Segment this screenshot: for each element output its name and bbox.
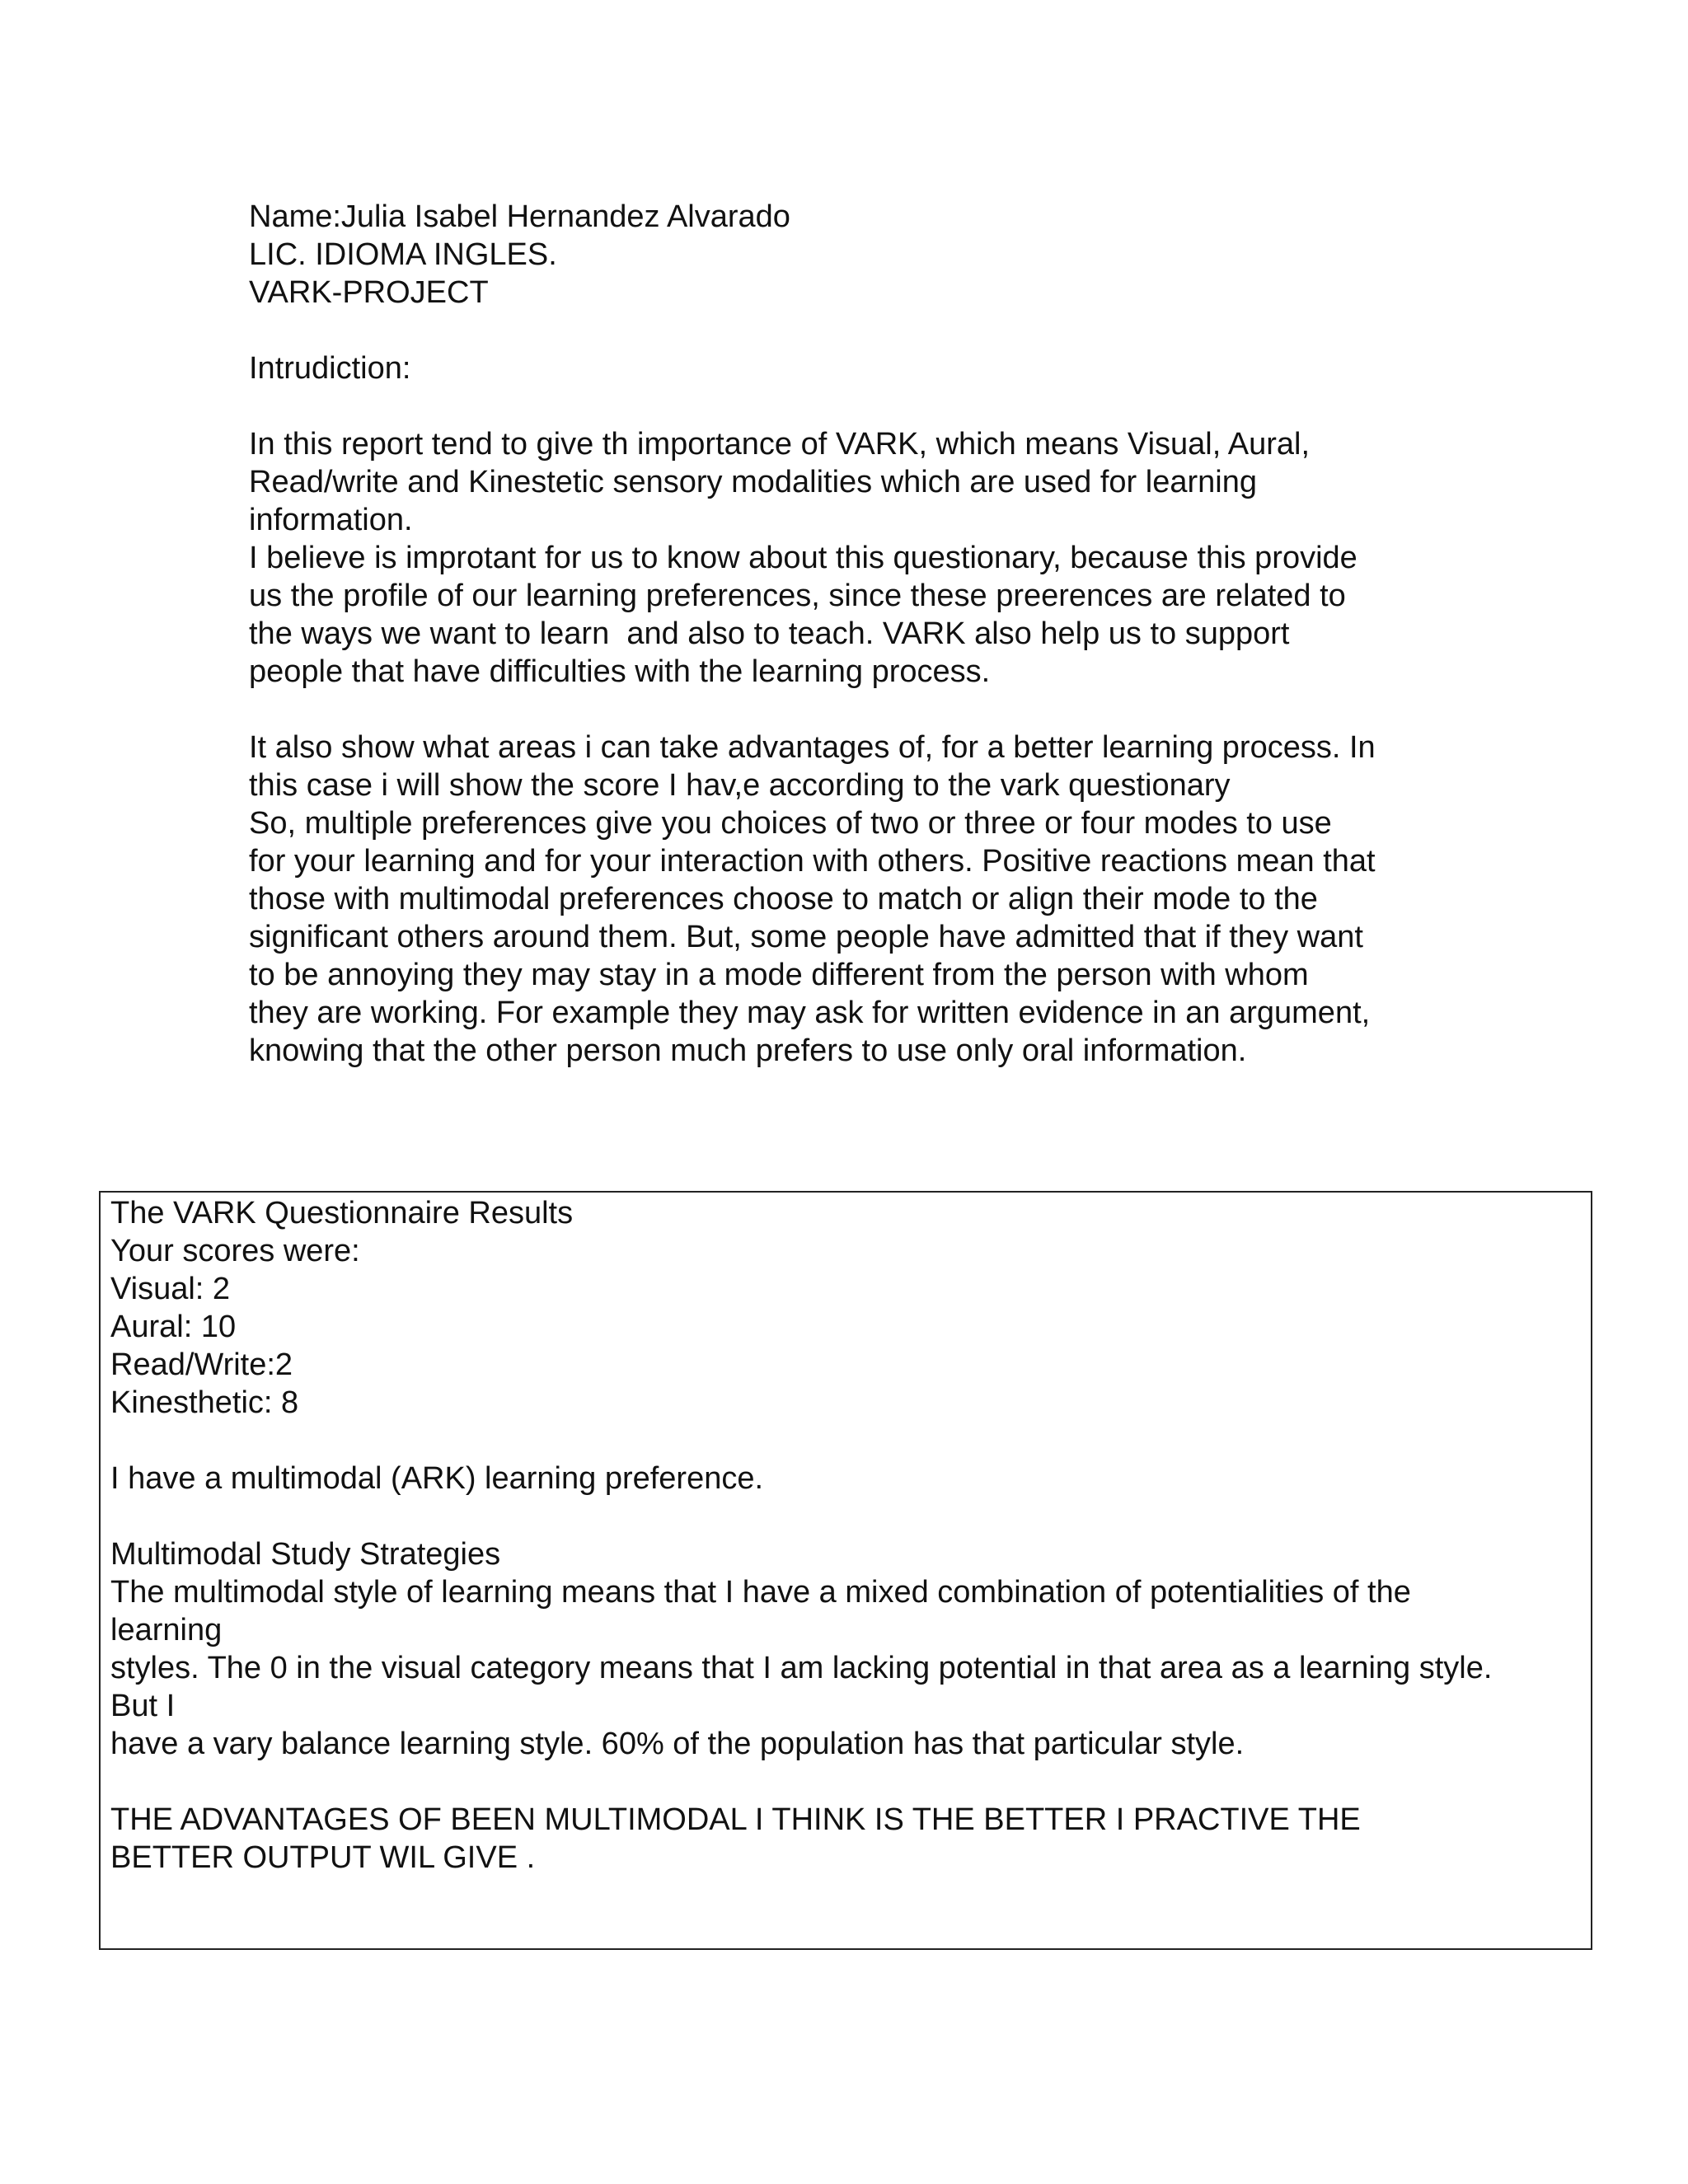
intro-p2-line: It also show what areas i can take advantages of, for a better learning process. In (249, 730, 1376, 765)
strategies-line: have a vary balance learning style. 60% of the population has that particular style. (110, 1727, 1245, 1761)
intro-p2-line: significant others around them. But, some people have admitted that if they want (249, 920, 1363, 954)
program-name: LIC. IDIOMA INGLES. (249, 237, 557, 272)
intro-p1-line: Read/write and Kinestetic sensory modalities which are used for learning (249, 465, 1257, 499)
intro-p1-line: us the profile of our learning preferences, since these preerences are related to (249, 579, 1346, 613)
score-aural: Aural: 10 (110, 1310, 237, 1344)
intro-p2-line: they are working. For example they may ask for written evidence in an argument, (249, 996, 1371, 1030)
intro-p2-line: those with multimodal preferences choose to match or align their mode to the (249, 882, 1318, 916)
intro-p1-line: information. (249, 503, 413, 537)
project-title: VARK-PROJECT (249, 275, 489, 310)
intro-p2-line: So, multiple preferences give you choices of two or three or four modes to use (249, 806, 1332, 841)
results-title: The VARK Questionnaire Results (110, 1196, 574, 1230)
score-read-write: Read/Write:2 (110, 1347, 293, 1382)
intro-p2-line: this case i will show the score I hav,e according to the vark questionary (249, 768, 1231, 803)
conclusion-line: THE ADVANTAGES OF BEEN MULTIMODAL I THINK IS THE BETTER I PRACTIVE THE (110, 1802, 1361, 1837)
intro-p2-line: for your learning and for your interaction with others. Positive reactions mean that (249, 844, 1376, 879)
student-name: Name:Julia Isabel Hernandez Alvarado (249, 199, 790, 234)
intro-p1-line: I believe is improtant for us to know about this questionary, because this provide (249, 541, 1357, 575)
preference-statement: I have a multimodal (ARK) learning preference. (110, 1461, 764, 1496)
strategies-line: The multimodal style of learning means that I have a mixed combination of potentialities of the (110, 1575, 1411, 1610)
conclusion-line: BETTER OUTPUT WIL GIVE . (110, 1840, 536, 1875)
scores-label: Your scores were: (110, 1234, 360, 1268)
strategies-line: learning (110, 1613, 223, 1647)
intro-p1-line: In this report tend to give th importance of VARK, which means Visual, Aural, (249, 427, 1311, 462)
strategies-line: But I (110, 1689, 176, 1723)
vark-results-box (99, 1191, 1592, 1950)
intro-p2-line: knowing that the other person much prefers to use only oral information. (249, 1033, 1247, 1068)
strategies-line: styles. The 0 in the visual category means that I am lacking potential in that area as a learning style. (110, 1651, 1493, 1685)
score-kinesthetic: Kinesthetic: 8 (110, 1385, 299, 1420)
intro-heading: Intrudiction: (249, 351, 411, 386)
intro-p1-line: people that have difficulties with the learning process. (249, 654, 991, 689)
strategies-heading: Multimodal Study Strategies (110, 1537, 501, 1572)
intro-p2-line: to be annoying they may stay in a mode different from the person with whom (249, 958, 1309, 992)
score-visual: Visual: 2 (110, 1272, 231, 1306)
intro-p1-line: the ways we want to learn and also to teach. VARK also help us to support (249, 616, 1290, 651)
